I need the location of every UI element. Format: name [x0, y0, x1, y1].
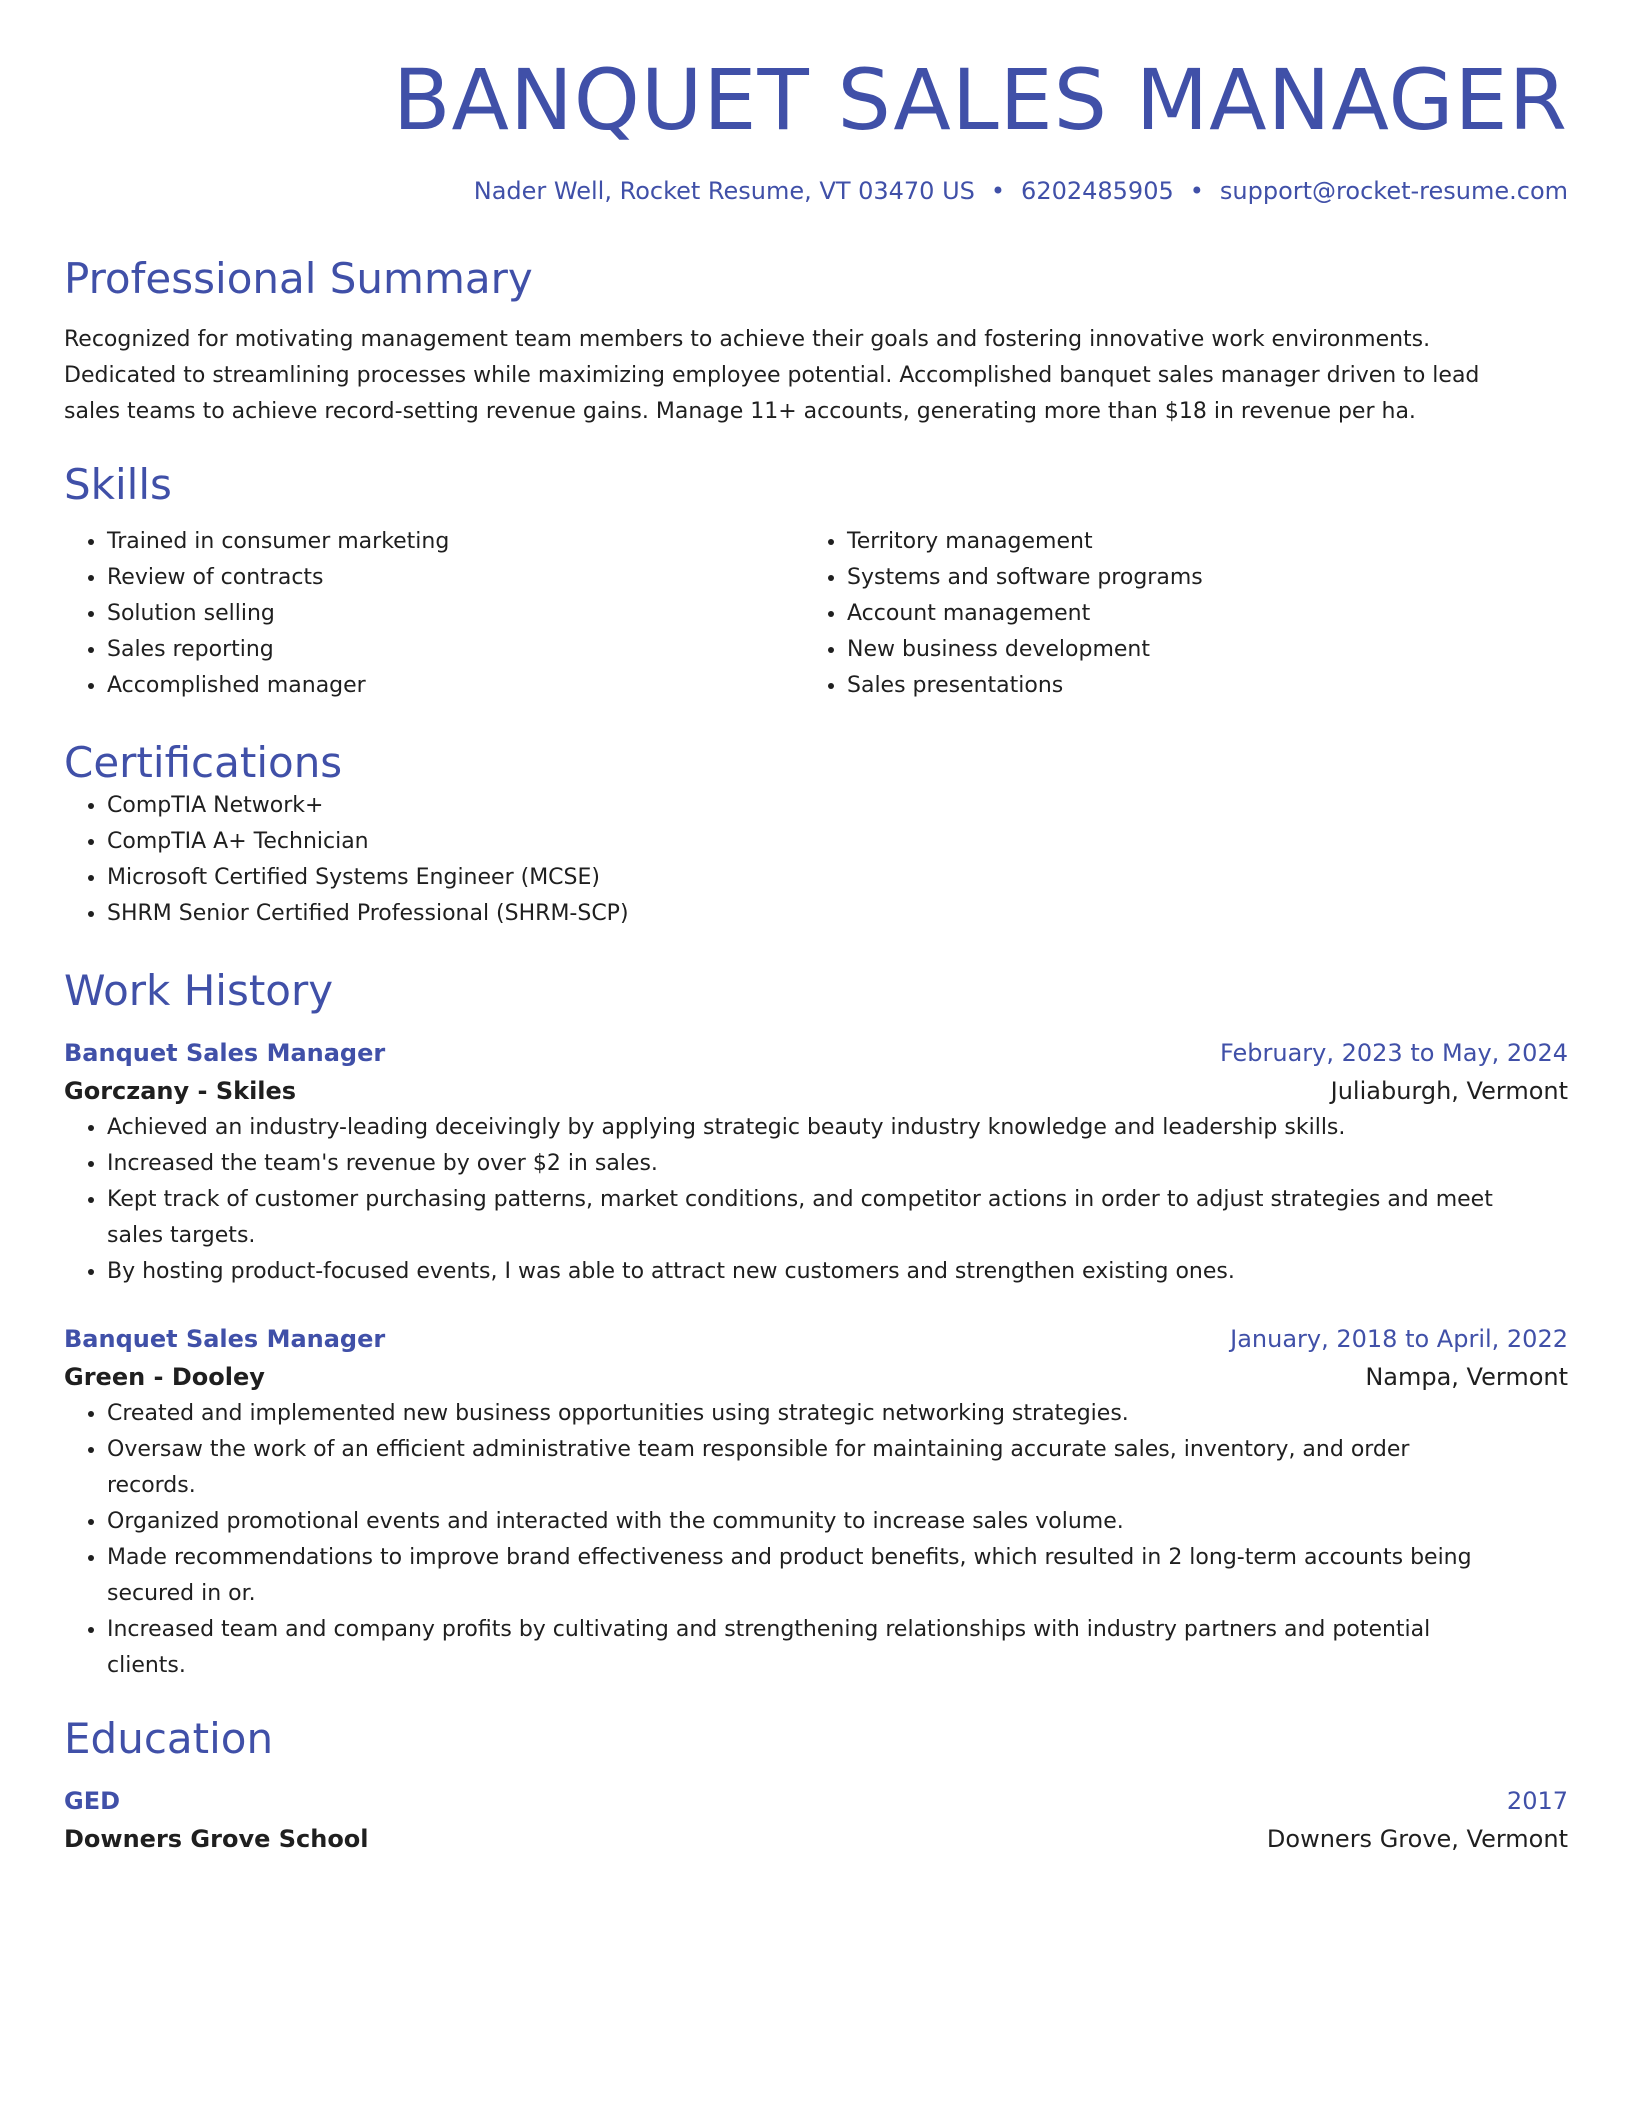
job-bullet: • Achieved an industry-leading deceivingly by applying strategic beauty industry knowledge and leadership skills.: [107, 1110, 1568, 1146]
resume-name: BANQUET SALES MANAGER: [392, 51, 1568, 149]
summary-text: Recognized for motivating management team members to achieve their goals and fostering innovative work environments. Dedicated to streamlining processes while maximizing employee potential. Accomplished banquet sales manager driven to lead sales teams to achieve record-setting revenue gains. Manage 11+ accounts, generating more than $18 in revenue per ha.: [64, 327, 1480, 424]
contact-phone: 6202485905: [1021, 177, 1174, 205]
job-location: Nampa, Vermont: [1365, 1363, 1568, 1391]
skills-list-left: [64, 524, 804, 704]
contact-address: Nader Well, Rocket Resume, VT 03470 US: [473, 177, 975, 205]
job-employer: Green - Dooley: [64, 1363, 265, 1391]
job-dates: February, 2023 to May, 2024: [1220, 1039, 1568, 1067]
job-title: Banquet Sales Manager: [64, 1039, 386, 1067]
skill-item: • Review of contracts: [107, 560, 804, 596]
skills-grid: [64, 524, 1568, 704]
education-degree: GED: [64, 1787, 121, 1815]
job-bullet: • Kept track of customer purchasing patterns, market conditions, and competitor actions in order to adjust strategies and meet sales targets.: [107, 1182, 1568, 1254]
job-header-row: [64, 1320, 1568, 1358]
contact-line: [64, 176, 1568, 206]
contact-separator: •: [990, 177, 1006, 205]
job-entry: [64, 1320, 1568, 1684]
job-employer-row: [64, 1358, 1568, 1396]
skill-item: • Trained in consumer marketing: [107, 524, 804, 560]
job-employer-row: [64, 1072, 1568, 1110]
job-bullet: • Made recommendations to improve brand effectiveness and product benefits, which resulted in 2 long-term accounts being secured in or.: [107, 1540, 1568, 1612]
job-bullet: • Oversaw the work of an efficient administrative team responsible for maintaining accurate sales, inventory, and order records.: [107, 1432, 1568, 1504]
education-location: Downers Grove, Vermont: [1266, 1825, 1568, 1853]
job-bullet: • Increased team and company profits by cultivating and strengthening relationships with industry partners and potential clients.: [107, 1612, 1568, 1684]
job-entry: [64, 1034, 1568, 1290]
certification-item: • SHRM Senior Certified Professional (SHRM-SCP): [107, 896, 1568, 932]
job-bullets: [64, 1396, 1568, 1684]
education-school: Downers Grove School: [64, 1825, 369, 1853]
job-title: Banquet Sales Manager: [64, 1325, 386, 1353]
education-heading: Education: [64, 1714, 274, 1763]
job-location: Juliaburgh, Vermont: [1330, 1077, 1568, 1105]
contact-email: support@rocket-resume.com: [1219, 177, 1568, 205]
job-bullet: • Created and implemented new business opportunities using strategic networking strategies.: [107, 1396, 1568, 1432]
certification-item: • CompTIA Network+: [107, 788, 1568, 824]
skills-column-right: [804, 524, 1544, 704]
summary-heading: Professional Summary: [64, 254, 533, 303]
job-dates: January, 2018 to April, 2022: [1230, 1325, 1568, 1353]
skills-column-left: [64, 524, 804, 704]
job-employer: Gorczany - Skiles: [64, 1077, 297, 1105]
skill-item: • Solution selling: [107, 596, 804, 632]
job-bullet: • Organized promotional events and interacted with the community to increase sales volume.: [107, 1504, 1568, 1540]
skills-list-right: [804, 524, 1544, 704]
certification-item: • CompTIA A+ Technician: [107, 824, 1568, 860]
certification-item: • Microsoft Certified Systems Engineer (MCSE): [107, 860, 1568, 896]
skill-item: • Accomplished manager: [107, 668, 804, 704]
skill-item: • Systems and software programs: [847, 560, 1544, 596]
skill-item: • New business development: [847, 632, 1544, 668]
job-bullets: [64, 1110, 1568, 1290]
certifications-list: [64, 788, 1568, 932]
skill-item: • Account management: [847, 596, 1544, 632]
education-header-row: [64, 1782, 1568, 1820]
education-year: 2017: [1506, 1787, 1568, 1815]
work-history-heading: Work History: [64, 966, 334, 1015]
certifications-heading: Certifications: [64, 738, 343, 787]
contact-separator: •: [1189, 177, 1204, 205]
job-bullet: • By hosting product-focused events, I was able to attract new customers and strengthen existing ones.: [107, 1254, 1568, 1290]
education-entry: [64, 1782, 1568, 1858]
job-bullet: • Increased the team's revenue by over $2 in sales.: [107, 1146, 1568, 1182]
skill-item: • Sales presentations: [847, 668, 1544, 704]
skill-item: • Territory management: [847, 524, 1544, 560]
education-school-row: [64, 1820, 1568, 1858]
skill-item: • Sales reporting: [107, 632, 804, 668]
skills-heading: Skills: [64, 460, 172, 509]
job-header-row: [64, 1034, 1568, 1072]
